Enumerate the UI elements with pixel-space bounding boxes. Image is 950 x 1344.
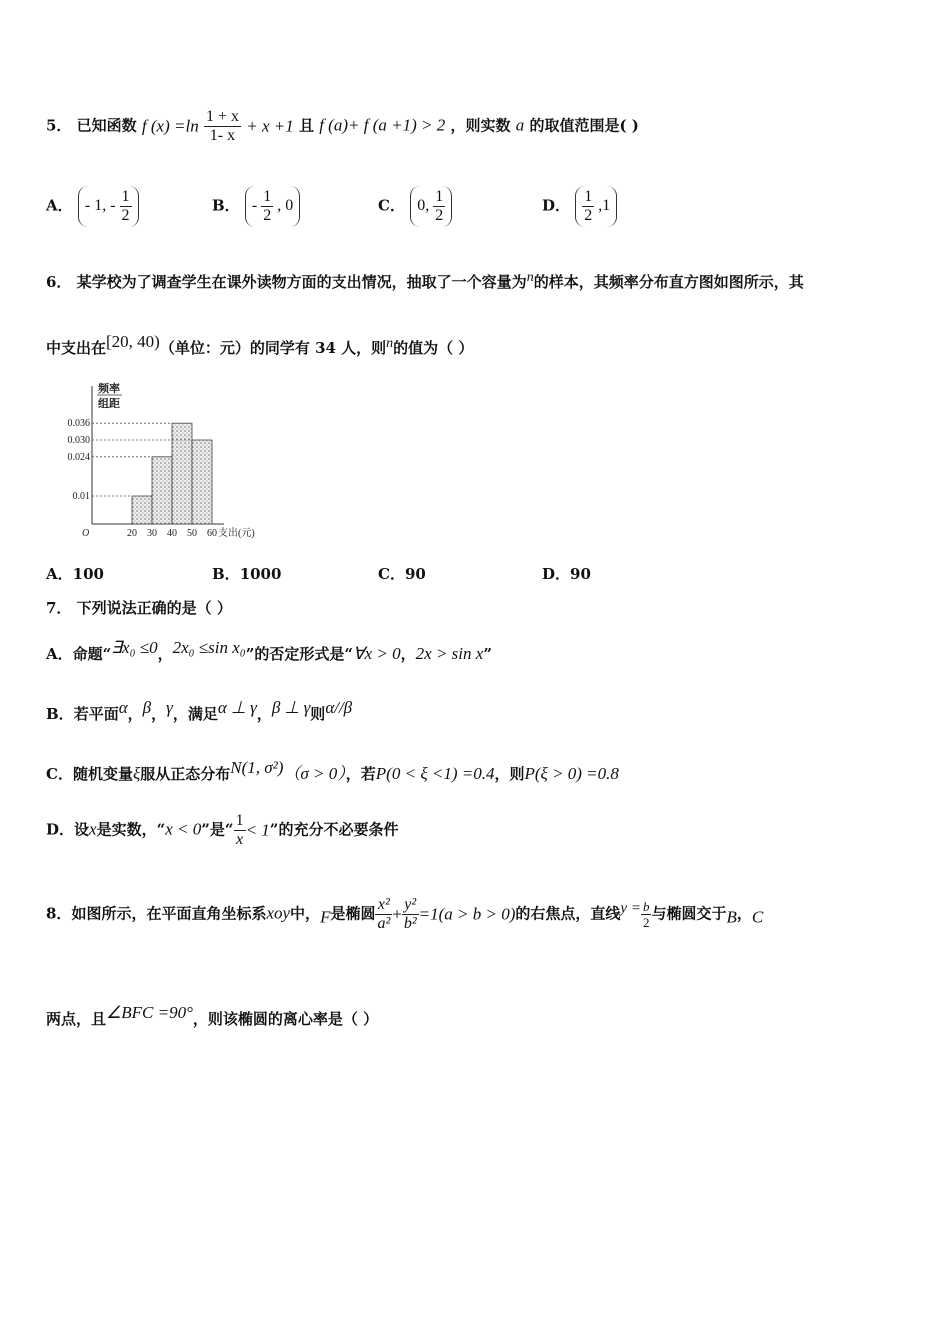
frac-num: b: [642, 899, 650, 914]
q5-option-a[interactable]: [46, 186, 139, 227]
q5-stem: [46, 108, 639, 145]
math-expr: P(0 < ξ <1) =0.4: [375, 764, 495, 783]
q8-text: 两点，且: [46, 1010, 107, 1028]
frac-num: y²: [402, 896, 419, 915]
q7-option-c[interactable]: [46, 758, 619, 784]
frac-den: a²: [377, 915, 391, 932]
comma: ，: [151, 705, 167, 723]
math-expr: xoy: [266, 903, 291, 923]
y-tick-label: 0.036: [67, 418, 90, 430]
q7-stem: [46, 597, 232, 618]
frac-num: 1: [235, 812, 244, 829]
q5-func-lhs: f (x) =ln: [141, 116, 199, 136]
math-expr: 2x₀ ≤sin x₀: [172, 638, 246, 657]
q5-frac-num: 1 + x: [205, 108, 239, 125]
option-label: B．: [46, 705, 74, 723]
option-label: B．: [212, 196, 240, 215]
math-expr: ∠BFC =90°: [106, 1003, 193, 1022]
option-text: ，则: [494, 765, 525, 783]
frac-den: 2: [121, 207, 130, 224]
histogram-bar: [192, 440, 212, 524]
q5-option-b[interactable]: [212, 186, 300, 227]
q8-text: 的右焦点，直线: [515, 904, 621, 923]
q5-text-1: 已知函数: [76, 116, 137, 135]
q7-option-d[interactable]: [46, 812, 398, 849]
quote: ”: [245, 645, 255, 663]
frac-num: 1: [121, 188, 130, 205]
option-text: 的充分不必要条件: [278, 820, 399, 839]
line-frac: [641, 899, 652, 930]
q7-option-a[interactable]: [46, 638, 492, 664]
q6-text-2: 的样本，其频率分布直方图如图所示，其: [533, 273, 804, 291]
frac-den: 2: [435, 207, 444, 224]
comma: ，: [736, 904, 752, 923]
interval-post: , 0: [277, 197, 294, 215]
q6-var-n2: n: [386, 336, 394, 351]
math-expr: F: [320, 907, 331, 927]
option-text: 随机变量: [72, 765, 133, 783]
y-tick-label: 0.030: [67, 435, 90, 446]
math-expr: y =: [620, 900, 641, 917]
option-label: C．: [378, 196, 405, 215]
histogram-bar: [132, 496, 152, 524]
x-tick-label: 60: [207, 528, 217, 539]
q6-histogram: [56, 378, 266, 546]
math-expr: P(ξ > 0) =0.8: [524, 764, 619, 783]
q5-func-rhs: + x +1: [246, 116, 294, 136]
interval-pre: 0,: [417, 197, 430, 215]
quote: “: [344, 645, 353, 663]
histogram-bar: [152, 457, 172, 524]
math-expr: α: [118, 698, 128, 717]
math-expr: N(1, σ²): [230, 758, 284, 777]
y-tick-label: 0.024: [67, 451, 90, 463]
frac-den: 2: [584, 207, 593, 224]
comma: ，: [256, 705, 272, 723]
origin-label: O: [82, 528, 90, 539]
quote: “: [224, 820, 234, 839]
math-expr: =1(a > b > 0): [418, 904, 516, 924]
option-value: 100: [72, 565, 104, 583]
q5-condition: f (a)+ f (a +1) > 2: [319, 115, 446, 135]
q7-option-b[interactable]: [46, 698, 352, 724]
q6-option-d[interactable]: [542, 563, 591, 584]
interval: [410, 186, 452, 227]
frac-num: 1: [584, 188, 593, 205]
option-label: C．: [46, 765, 73, 783]
option-value: 90: [404, 565, 426, 583]
q5-text-3: ，则实数: [450, 116, 511, 135]
q6-option-c[interactable]: [378, 563, 426, 584]
q8-text: 是椭圆: [330, 904, 376, 923]
q6-text-4: （单位：元）的同学有 34 人，则: [159, 339, 387, 357]
option-label: A．: [46, 565, 73, 583]
histogram-bars: [92, 423, 212, 524]
q6-text-1: 某学校为了调查学生在课外读物方面的支出情况，抽取了一个容量为: [76, 273, 527, 291]
q5-option-d[interactable]: [542, 186, 617, 227]
quote: “: [102, 645, 112, 663]
q6-stem-line2: [46, 332, 473, 358]
option-value: 90: [570, 565, 591, 583]
option-text: 的否定形式是: [254, 645, 345, 663]
q6-text-3: 中支出在: [46, 339, 107, 357]
math-expr: < 1: [245, 820, 270, 840]
q8-text: 中，: [290, 904, 321, 923]
histogram-bar: [172, 423, 192, 524]
option-text: 是: [209, 820, 225, 839]
q6-var-n: n: [526, 270, 534, 285]
x-axis-label: 支出(元): [218, 528, 255, 539]
quote: “: [156, 820, 166, 839]
math-expr: B: [726, 907, 737, 927]
q8-text: 如图所示，在平面直角坐标系: [71, 904, 267, 923]
comma: ，: [157, 645, 173, 663]
math-expr: （σ > 0）: [283, 764, 346, 783]
y-axis-label-bottom: 组距: [98, 398, 120, 410]
comma: ，: [400, 645, 416, 663]
math-expr: 2x > sin x: [415, 644, 484, 663]
math-expr: γ: [166, 698, 173, 717]
frac-num: 1: [263, 188, 272, 205]
option-label: A．: [46, 645, 73, 663]
option-label: B．: [212, 565, 240, 583]
q6-number: 6．: [46, 273, 72, 291]
x-tick-label: 20: [127, 528, 137, 539]
math-expr: +: [392, 904, 402, 924]
option-text: 则: [310, 705, 326, 723]
interval-pre: - 1, -: [84, 197, 116, 215]
y-axis-label-top: 频率: [98, 383, 120, 395]
q8-text: ，则该椭圆的离心率是（ ）: [192, 1010, 379, 1028]
ellipse-frac-y: [402, 896, 419, 933]
math-expr: x: [89, 819, 97, 839]
option-text: 设: [74, 820, 90, 839]
math-expr: β: [142, 698, 152, 717]
interval-pre: -: [251, 197, 258, 215]
x-tick-label: 40: [167, 528, 177, 539]
q5-option-c[interactable]: [378, 186, 452, 227]
q8-text: 与椭圆交于: [651, 904, 727, 923]
math-expr: C: [751, 907, 764, 927]
math-expr: x < 0: [165, 819, 202, 839]
math-expr: α//β: [325, 698, 353, 717]
q6-option-a[interactable]: [46, 563, 104, 584]
q5-text-4: 的取值范围是( ): [529, 116, 639, 135]
frac-num: 1: [435, 188, 444, 205]
q5-frac-den: 1- x: [209, 127, 236, 144]
math-expr: ∀x > 0: [352, 644, 401, 663]
frac-den: x: [236, 831, 244, 848]
q6-stem-line1: [46, 270, 804, 292]
q5-func-fraction: [204, 108, 241, 145]
q8-stem-line1: [46, 896, 763, 933]
quote: ”: [201, 820, 210, 839]
option-text: ，若: [345, 765, 376, 783]
math-expr: α ⊥ γ: [217, 698, 257, 717]
frac-num: x²: [375, 896, 392, 915]
q6-text-5: 的值为（ ）: [393, 339, 474, 357]
quote: ”: [483, 645, 492, 663]
frac-den: b²: [403, 915, 417, 932]
option-text: 是实数，: [96, 820, 157, 839]
interval-post: ,1: [598, 197, 611, 215]
option-label: D．: [542, 565, 571, 583]
option-text: 服从正态分布: [140, 765, 231, 783]
option-label: D．: [542, 196, 571, 215]
math-expr: β ⊥ γ: [271, 698, 311, 717]
interval-fraction: [433, 188, 445, 225]
ellipse-frac-x: [375, 896, 392, 933]
q6-option-b[interactable]: [212, 563, 281, 584]
x-tick-label: 30: [147, 528, 157, 539]
q8-number: 8．: [46, 904, 72, 923]
frac-den: 2: [642, 915, 650, 930]
math-fraction: [234, 812, 246, 849]
frac-den: 2: [263, 207, 272, 224]
q5-text-2: 且: [298, 116, 314, 135]
interval: [245, 186, 300, 227]
option-value: 1000: [239, 565, 282, 583]
x-tick-label: 50: [187, 528, 197, 539]
math-expr: ξ: [132, 764, 141, 783]
interval-fraction: [261, 188, 273, 225]
q5-var-a: a: [515, 115, 525, 135]
interval-fraction: [582, 188, 594, 225]
option-text: 若平面: [73, 705, 119, 723]
interval: [78, 186, 139, 227]
comma: ，: [127, 705, 143, 723]
y-tick-label: 0.01: [72, 491, 90, 502]
q7-title: 下列说法正确的是（ ）: [76, 599, 232, 617]
option-text: 命题: [72, 645, 103, 663]
math-expr: ∃x₀ ≤0: [111, 638, 158, 657]
option-label: C．: [378, 565, 405, 583]
option-label: A．: [46, 196, 73, 215]
q7-number: 7．: [46, 599, 72, 617]
option-label: D．: [46, 820, 75, 839]
interval-fraction: [120, 188, 132, 225]
interval: [575, 186, 617, 227]
option-text: ，满足: [172, 705, 218, 723]
q5-number: 5．: [46, 116, 72, 135]
q8-stem-line2: [46, 1003, 378, 1029]
quote: ”: [269, 820, 279, 839]
q6-interval: [20, 40): [106, 332, 160, 351]
